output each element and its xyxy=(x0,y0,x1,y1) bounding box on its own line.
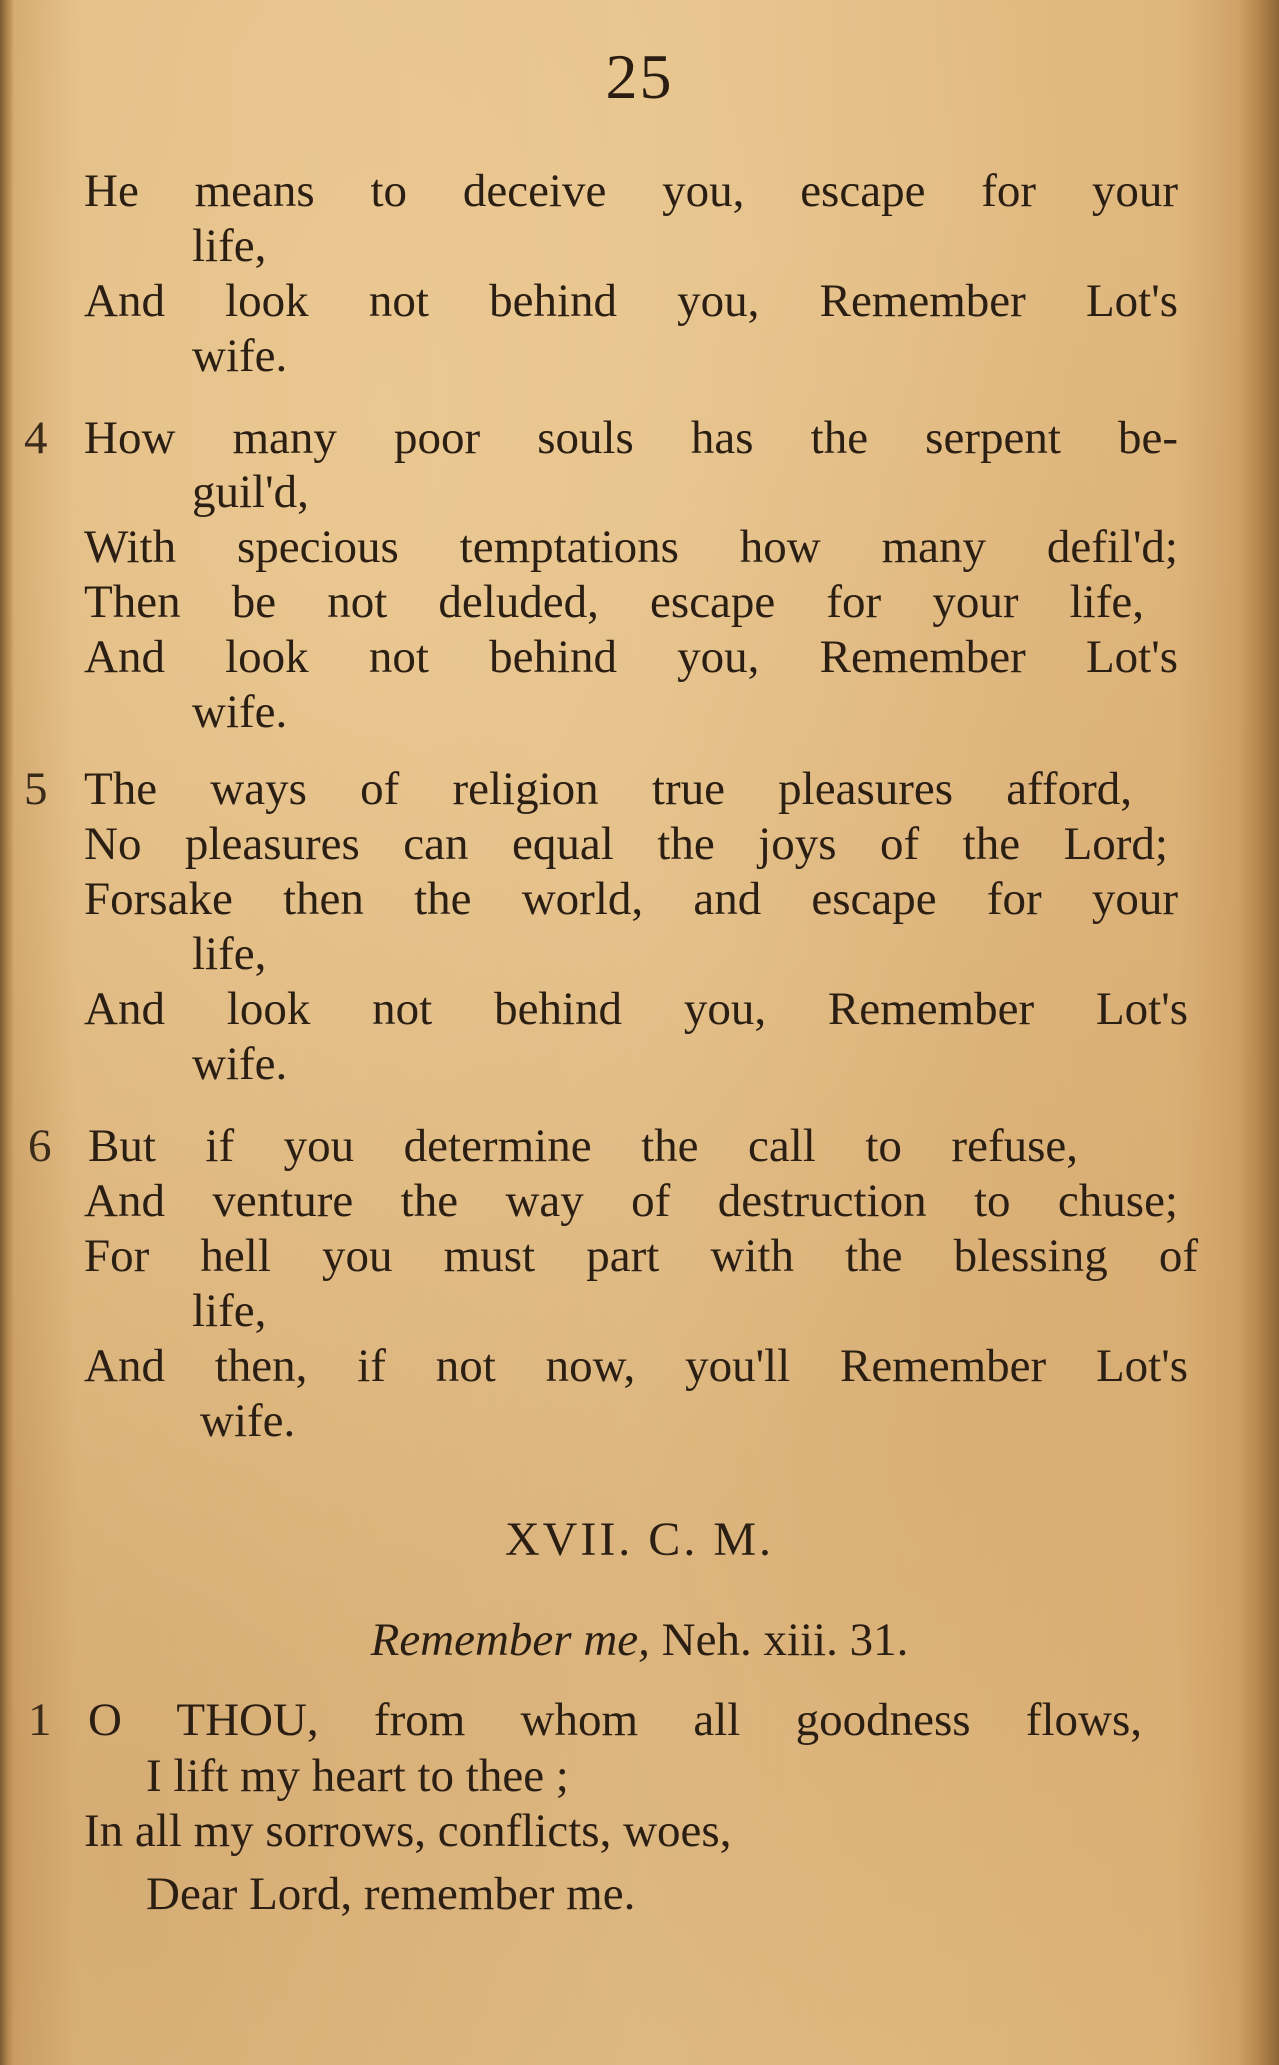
verse-line: life, xyxy=(192,220,267,272)
verse-number: 1 xyxy=(28,1694,52,1746)
verse-number: 5 xyxy=(24,763,48,815)
verse-line: life, xyxy=(192,1285,267,1337)
verse-line: He means to deceive you, escape for your xyxy=(84,165,1178,217)
verse-line: For hell you must part with the blessing of xyxy=(84,1230,1198,1282)
verse-line: guil'd, xyxy=(192,466,309,518)
page-right-edge xyxy=(1239,0,1279,2065)
verse-line: With specious temptations how many defil'd; xyxy=(84,521,1178,573)
page-left-edge xyxy=(0,0,14,2065)
verse-line: How many poor souls has the serpent be- xyxy=(84,412,1178,464)
verse-line: Then be not deluded, escape for your life, xyxy=(84,576,1144,628)
verse-line: Dear Lord, remember me. xyxy=(146,1868,636,1920)
verse-line: wife. xyxy=(192,686,288,738)
verse-line: wife. xyxy=(192,1038,288,1090)
verse-line: But if you determine the call to refuse, xyxy=(88,1120,1078,1172)
verse-line: O THOU, from whom all goodness flows, xyxy=(88,1694,1142,1746)
hymn-theme xyxy=(0,1613,1279,1667)
hymn-theme-reference: Neh. xiii. 31. xyxy=(661,1614,909,1666)
verse-line: And then, if not now, you'll Remember Lot's xyxy=(84,1340,1188,1392)
verse-line: And venture the way of destruction to chuse; xyxy=(84,1175,1178,1227)
verse-line: Forsake then the world, and escape for your xyxy=(84,873,1178,925)
verse-line: And look not behind you, Remember Lot's xyxy=(84,275,1178,327)
verse-number: 4 xyxy=(24,412,48,464)
verse-line: No pleasures can equal the joys of the Lord; xyxy=(84,818,1168,870)
page-number: 25 xyxy=(605,41,674,112)
verse-line: I lift my heart to thee ; xyxy=(146,1750,569,1802)
verse-line: life, xyxy=(192,928,267,980)
verse-line: The ways of religion true pleasures afford, xyxy=(84,763,1132,815)
verse-number: 6 xyxy=(28,1120,52,1172)
hymn-title: XVII. C. M. xyxy=(505,1513,774,1566)
verse-line: And look not behind you, Remember Lot's xyxy=(84,631,1178,683)
verse-line: And look not behind you, Remember Lot's xyxy=(84,983,1188,1035)
verse-line: In all my sorrows, conflicts, woes, xyxy=(84,1805,732,1857)
hymn-theme-italic: Remember me, xyxy=(370,1614,650,1666)
verse-line: wife. xyxy=(200,1395,296,1447)
verse-line: wife. xyxy=(192,330,288,382)
